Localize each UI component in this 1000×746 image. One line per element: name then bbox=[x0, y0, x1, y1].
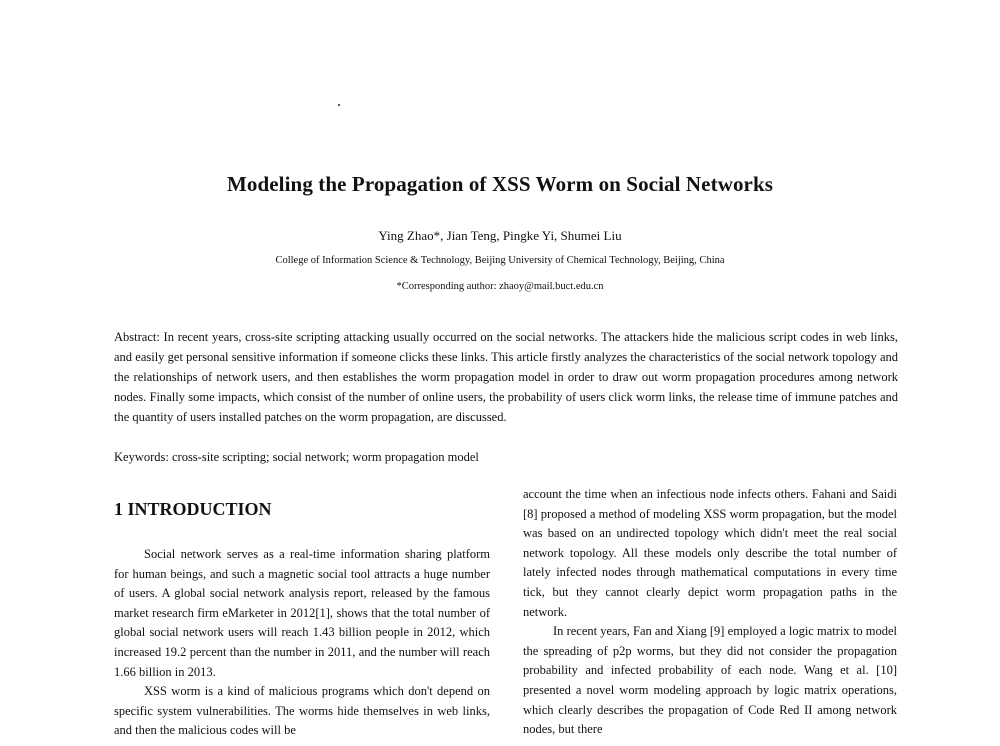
abstract-text: Abstract: In recent years, cross-site scripting attacking usually occurred on the social networks. The attackers hide the malicious script codes in web links, and easily get personal sensitive information if someone clicks these links. This article firstly analyzes the characteristics of the social network topology and the relationships of network users, and then establishes the worm propagation model in order to draw out worm propagation procedures among network nodes. Finally some impacts, which consist of the number of online users, the probability of users click worm links, the release time of immune patches and the quantity of users installed patches on the worm propagation, are discussed. bbox=[114, 330, 898, 424]
right-column bbox=[523, 485, 897, 740]
left-column bbox=[114, 495, 490, 741]
scan-speck bbox=[338, 104, 340, 106]
keywords: Keywords: cross-site scripting; social network; worm propagation model bbox=[114, 450, 479, 464]
paragraph: account the time when an infectious node infects others. Fahani and Saidi [8] proposed a method of modeling XSS worm propagation, but the model was based on an undirected topology which didn't meet the real social network topology. All these models only describe the total number of lately infected nodes through mathematical computations in every time tick, but they cannot clearly depict worm propagation paths in the network. bbox=[523, 487, 897, 619]
author-list: Ying Zhao*, Jian Teng, Pingke Yi, Shumei Liu bbox=[378, 228, 622, 243]
section-heading: 1 INTRODUCTION bbox=[114, 499, 272, 519]
abstract bbox=[114, 327, 898, 427]
affiliation: College of Information Science & Technology, Beijing University of Chemical Technology, Beijing, China bbox=[275, 255, 725, 266]
paragraph: In recent years, Fan and Xiang [9] employed a logic matrix to model the spreading of p2p worms, but they did not consider the propagation probability and infected probability of each node. Wang et al. [10] presented a novel worm modeling approach by logic matrix operations, which clearly describes the propagation of Code Red II among network nodes, but there bbox=[523, 624, 897, 737]
paper-title: Modeling the Propagation of XSS Worm on Social Networks bbox=[226, 172, 774, 196]
paragraph: Social network serves as a real-time information sharing platform for human beings, and such a magnetic social tool attracts a huge number of users. A global social network analysis report, released by the famous market research firm eMarketer in 2012[1], shows that the total number of global social network users will reach 1.43 billion people in 2012, which increased 19.2 percent than the number in 2011, and the number will reach 1.66 billion in 2013. bbox=[114, 547, 490, 679]
paragraph: XSS worm is a kind of malicious programs which don't depend on specific system vulnerabilities. The worms hide themselves in web links, and then the malicious codes will be bbox=[114, 684, 490, 738]
corresponding-author: *Corresponding author: zhaoy@mail.buct.edu.cn bbox=[396, 281, 604, 292]
